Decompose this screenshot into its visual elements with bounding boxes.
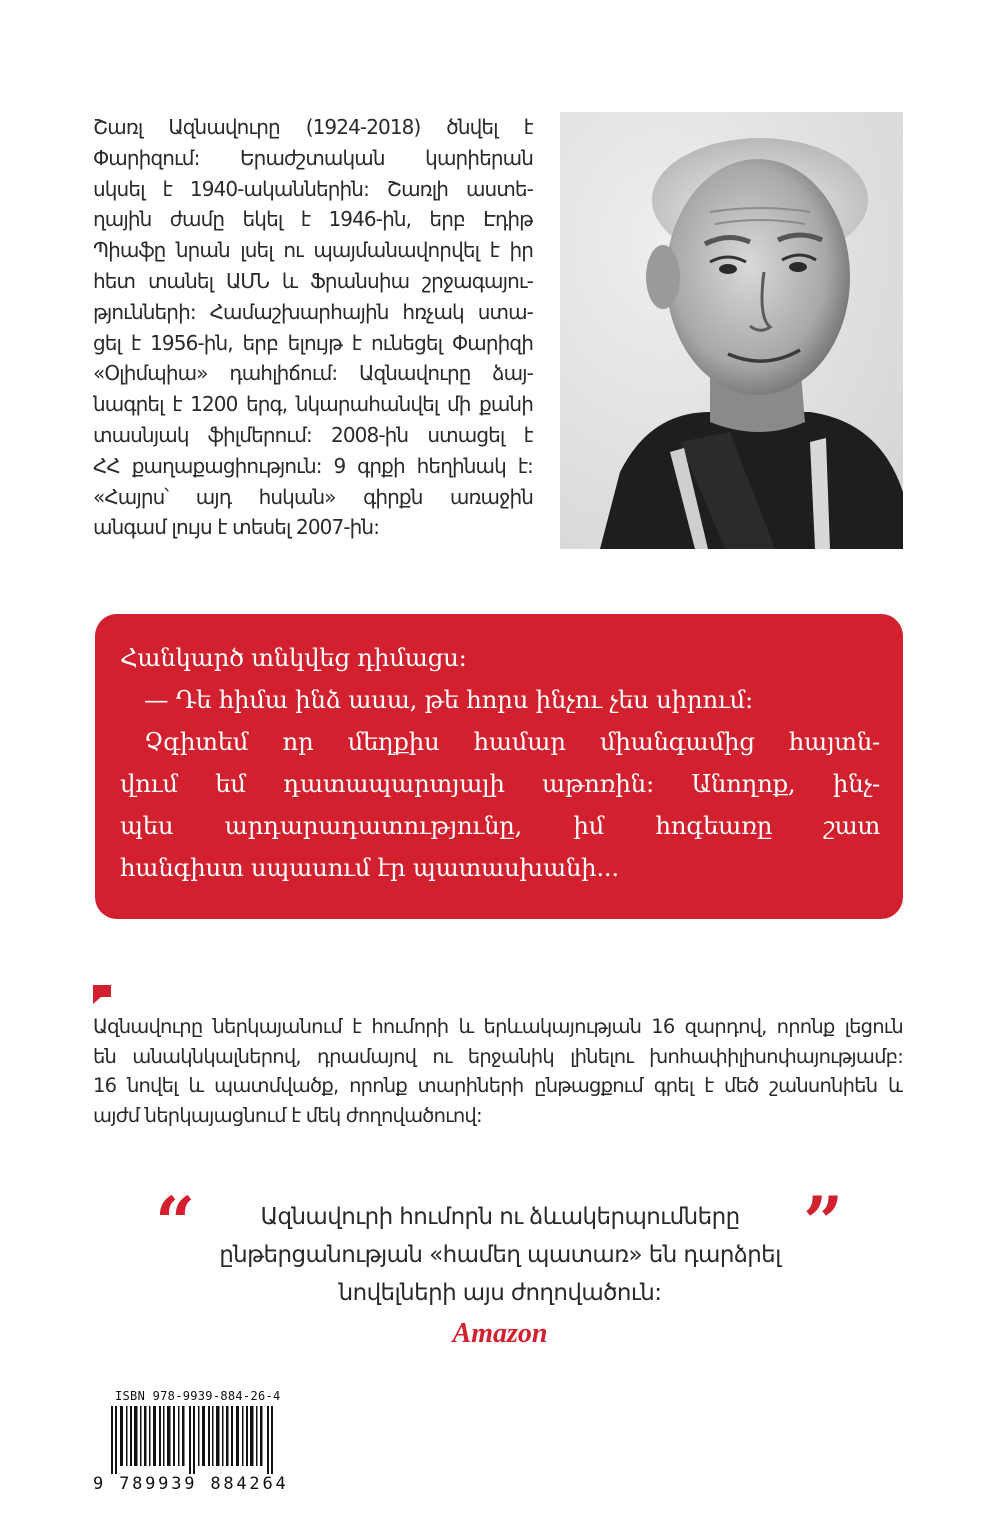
bio-line: ղային ժամը եկել է 1946-ին, երբ Էդիթ [93, 207, 533, 232]
description-line: Ազնավուրը ներկայանում է հումորի և երևակայության 16 զարդով, որոնք լեցուն [93, 1015, 903, 1038]
bio-line: Պիաֆը նրան լսել ու պայմանավորվել է իր [93, 238, 533, 263]
excerpt-line: պես արդարադատությունը, իմ հոգեառը շատ [120, 811, 880, 840]
ean-digits: 9 789939 884264 [93, 1474, 289, 1494]
excerpt-line: Չգիտեմ որ մեղքիս համար միանգամից հայտն- [144, 727, 880, 756]
bio-line: ցել է 1956-ին, երբ ելույթ է ունեցել Փարիզի [93, 330, 533, 355]
author-bio [93, 112, 533, 543]
excerpt-line: Հանկարծ տնկվեց դիմացս: [120, 643, 467, 672]
close-quote-icon: ” [803, 1181, 844, 1264]
isbn-label: ISBN 978-9939-884-26-4 [115, 1389, 281, 1403]
bio-line: Փարիզում: Երաժշտական կարիերան [93, 145, 533, 170]
description-line: այժմ ներկայացնում է մեկ ժողովածուով: [93, 1103, 482, 1127]
barcode-bars-icon [93, 1406, 293, 1474]
excerpt-line: վում եմ դատապարտյալի աթոռին: Անողոք, ինչ- [120, 769, 880, 798]
bio-line: անգամ լույս է տեսել 2007-ին: [93, 515, 380, 540]
author-portrait [560, 112, 903, 549]
portrait-photo-icon [560, 112, 903, 549]
bio-line: նագրել է 1200 երգ, նկարահանվել մի քանի [93, 392, 533, 417]
isbn-barcode [93, 1389, 293, 1499]
bio-line: սկսել է 1940-ականներին: Շառլի աստե- [93, 176, 533, 201]
excerpt-text [120, 637, 880, 889]
bio-line: «Հայրս՝ այդ հսկան» գիրքն առաջին [93, 484, 533, 509]
bio-line: «Օլիմպիա» դահլիճում: Ազնավուրը ձայ- [93, 361, 533, 386]
description-line: են անակնկալներով, դրամայով ու երջանիկ լինելու խոհափիլիսոփայությամբ: [93, 1044, 903, 1068]
bio-line: Շառլ Ազնավուրը (1924-2018) ծնվել է [93, 115, 533, 139]
review-line: Ազնավուրի հումորն ու ձևակերպումները [260, 1204, 740, 1230]
review-line: նովելների այս ժողովածուն: [338, 1280, 662, 1306]
bio-line: տասնյակ ֆիլմերում: 2008-ին ստացել է [93, 422, 533, 447]
bio-line: ՀՀ քաղաքացիություն: 9 գրքի հեղինակ է: [93, 453, 533, 478]
review-line: ընթերցանության «համեղ պատառ» են դարձրել [219, 1242, 781, 1268]
description-line: 16 նովել և պատմվածք, որոնք տարիների ընթացքում գրել է մեծ շանսոնիեն և [93, 1074, 903, 1097]
review-quote [180, 1198, 820, 1312]
excerpt-line: — Դե հիմա ինձ ասա, թե հորս ինչու չես սիրում: [144, 685, 753, 714]
book-description [93, 1012, 903, 1130]
excerpt-line: հանգիստ սպասում էր պատասխանի... [120, 853, 619, 882]
review-source: Amazon [452, 1318, 548, 1349]
bio-line: հետ տանել ԱՄՆ և Ֆրանսիա շրջագայու- [93, 268, 533, 293]
open-quote-icon: “ [155, 1181, 196, 1264]
bio-line: թյունների: Համաշխարհային հռչակ ստա- [93, 299, 533, 324]
